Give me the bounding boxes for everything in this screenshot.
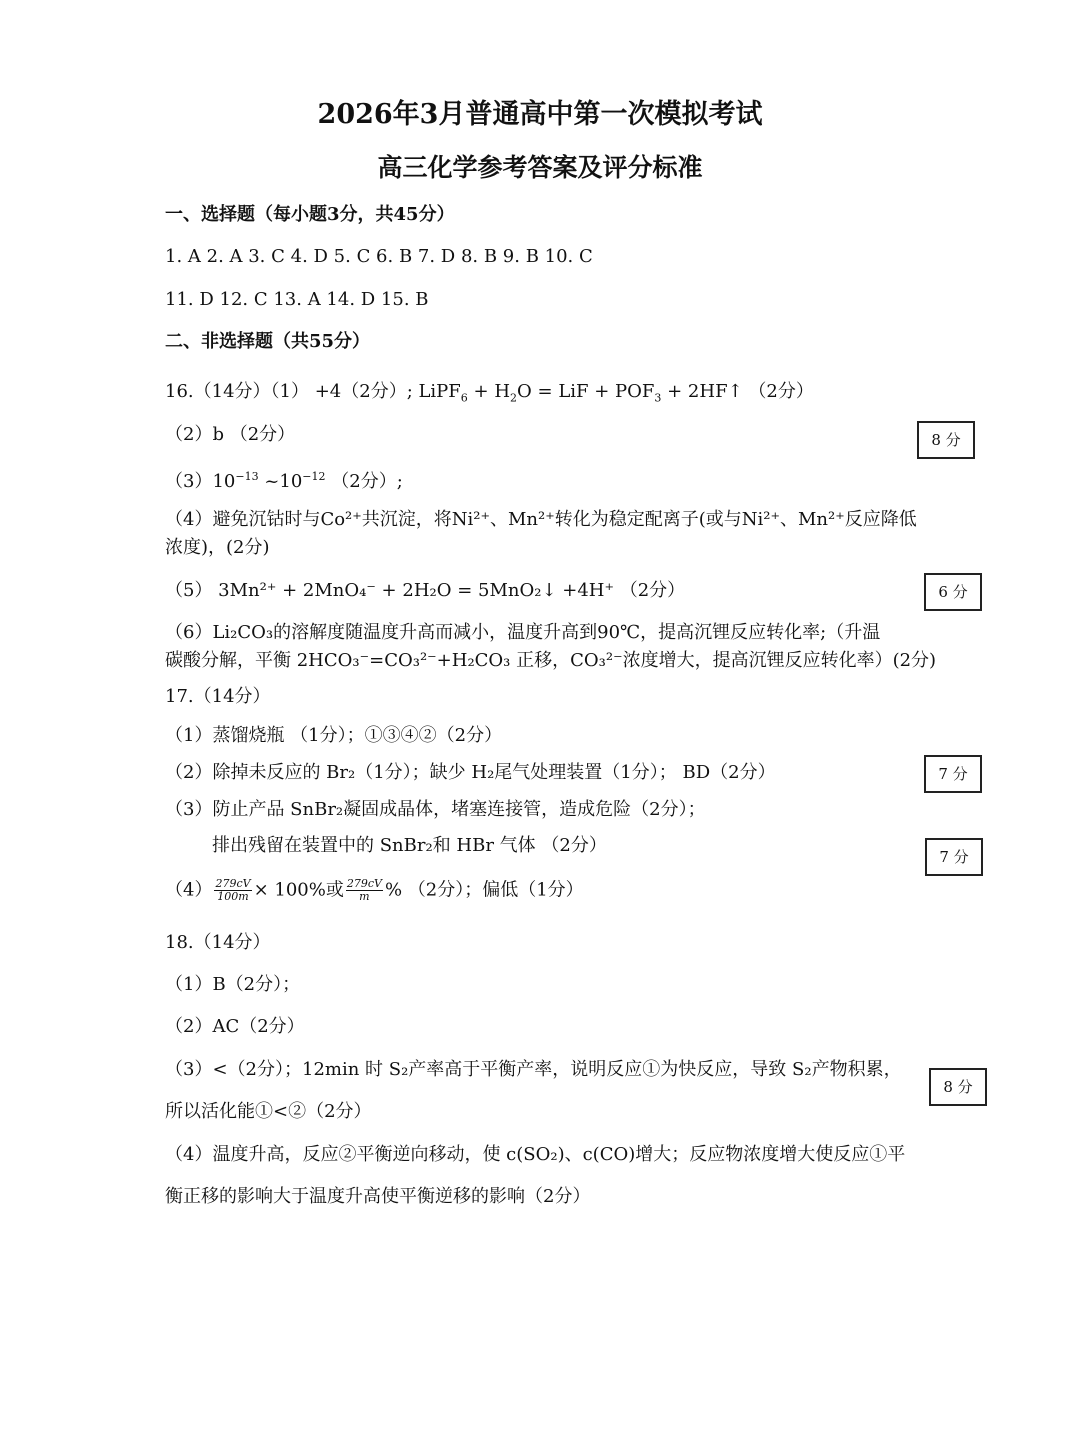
choice-answers-row1: 1. A 2. A 3. C 4. D 5. C 6. B 7. D 8. B 9. B 10. C [165,246,593,267]
q18-part1: （1）B（2分）； [165,974,301,995]
score-box-8b: 8 分 [929,1068,987,1106]
q16-part6-line1: （6）Li₂CO₃的溶解度随温度升高而减小，温度升高到90℃，提高沉锂反应转化率;（升温 [165,622,881,643]
q18-part2: （2）AC（2分） [165,1016,305,1037]
q18-part4-line1: （4）温度升高，反应②平衡逆向移动，使 c(SO₂)、c(CO)增大；反应物浓度增大使反应①平 [165,1144,906,1165]
section1-heading: 一、选择题（每小题3分，共45分） [165,204,455,225]
q17-part1: （1）蒸馏烧瓶 （1分）；①③④②（2分） [165,725,503,746]
q16-part2: （2）b （2分） [165,424,296,445]
q16-part4-line2: 浓度)，(2分) [165,537,270,558]
q17-heading: 17.（14分） [165,686,271,707]
q18-part4-line2: 衡正移的影响大于温度升高使平衡逆移的影响（2分） [165,1186,591,1207]
page-title: 2026年3月普通高中第一次模拟考试 [317,99,763,130]
score-box-6: 6 分 [924,573,982,611]
choice-answers-row2: 11. D 12. C 13. A 14. D 15. B [165,289,429,310]
score-box-7a: 7 分 [924,755,982,793]
q16-part3: $(3)10^{-13}$ $\sim 10^{-12}$ （2分）; [165,470,403,492]
fraction-279cV-100m: $\frac{279cV}{100m}$ [215,877,251,903]
score-box-7b: 7 分 [925,838,983,876]
q18-part3-line2: 所以活化能①<②（2分） [165,1101,372,1122]
q16-part5: （5） 3Mn²⁺ + 2MnO₄⁻ + 2H₂O = 5MnO₂↓ +4H⁺ （2分） [165,580,686,601]
page-subtitle: 高三化学参考答案及评分标准 [377,153,703,182]
q17-part2: （2）除掉未反应的 Br₂（1分）；缺少 H₂尾气处理装置（1分）； BD（2分） [165,762,776,783]
q16-part4-line1: （4）避免沉钴时与Co²⁺共沉淀，将Ni²⁺、Mn²⁺转化为稳定配离子(或与Ni²⁺、Mn²⁺反应降低 [165,509,917,530]
q17-part3-line2: 排出残留在装置中的 SnBr₂和 HBr 气体 （2分） [212,835,607,856]
q17-part4: （4） $\frac{279cV}{100m}$ × 100%或 $\frac{279cV}{m}$ % （2分）；偏低（1分） [165,877,584,903]
q16-part6-line2: 碳酸分解，平衡 2HCO₃⁻=CO₃²⁻+H₂CO₃ 正移，CO₃²⁻浓度增大，提高沉锂反应转化率）(2分) [165,650,937,671]
q17-part3-line1: （3）防止产品 SnBr₂凝固成晶体，堵塞连接管，造成危险（2分）； [165,799,706,820]
q16-part1: 16.（14分）（1） +4（2分）; LiPF$_6$ + $H_2O$ = LiF + $POF_3$ + 2HF↑ （2分） [165,381,814,405]
fraction-279cV-m: $\frac{279cV}{m}$ [346,877,382,903]
score-box-8: 8 分 [917,421,975,459]
section2-heading: 二、非选择题（共55分） [165,331,371,352]
q18-part3-line1: （3）<（2分）；12min 时 S₂产率高于平衡产率，说明反应①为快反应，导致 S₂产物积累， [165,1059,902,1080]
q18-heading: 18.（14分） [165,932,271,953]
